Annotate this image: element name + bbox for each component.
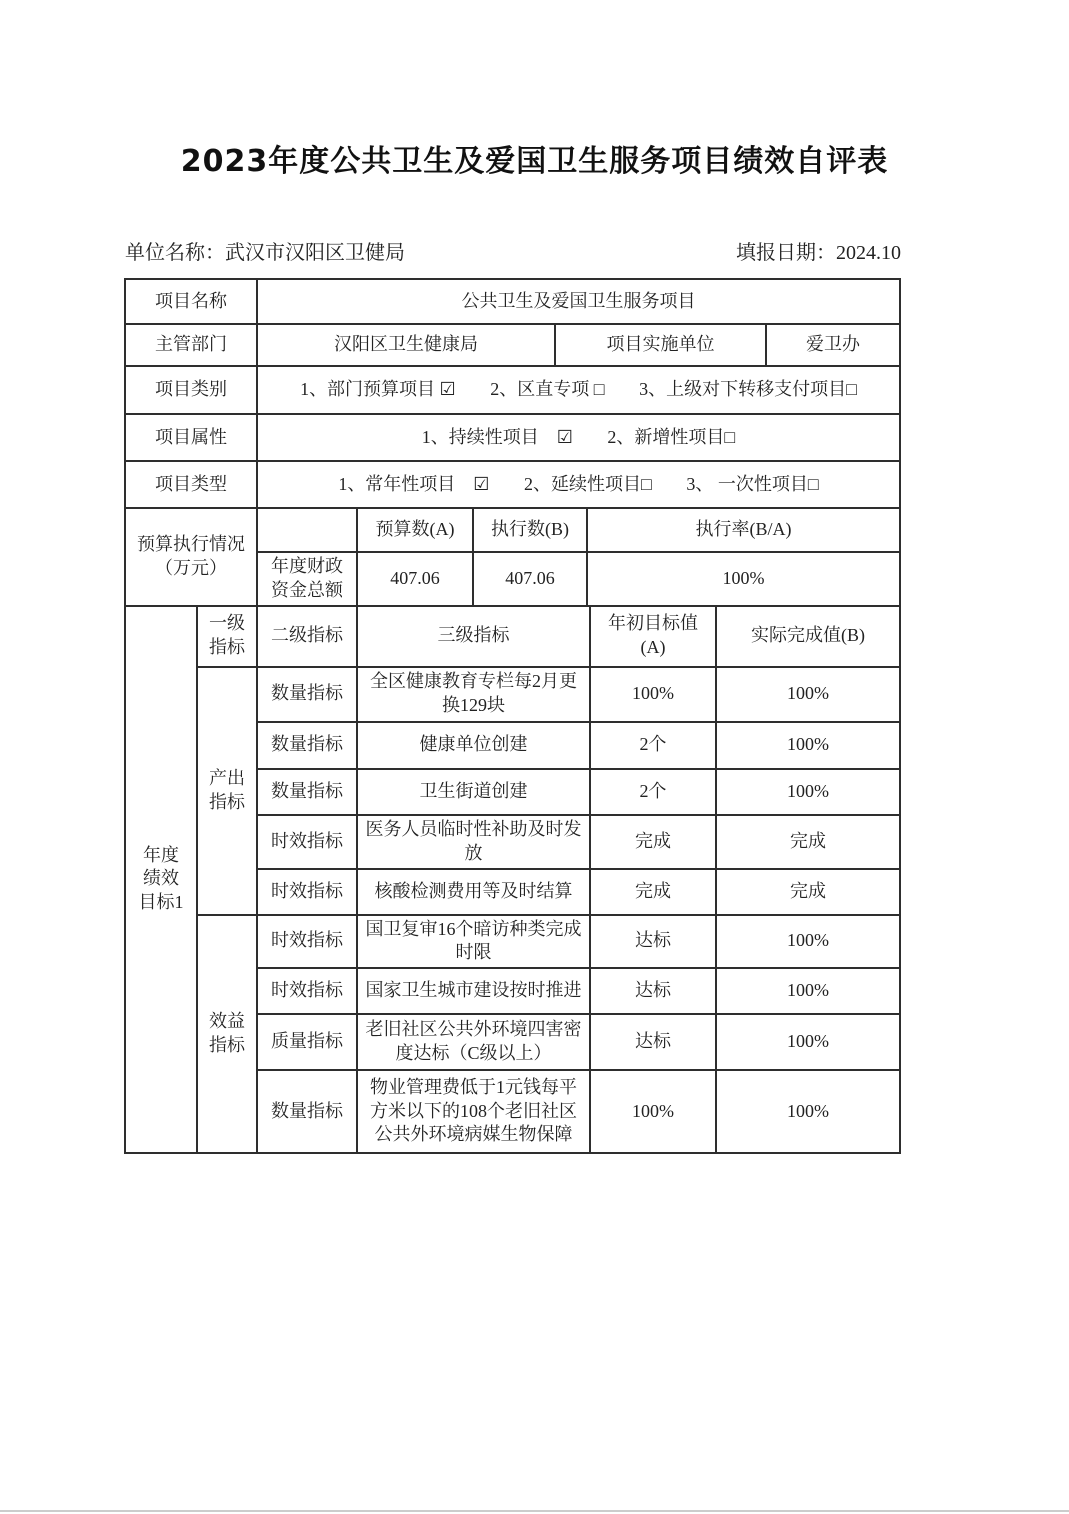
type-option-checkbox-2: 2、延续性项目□ bbox=[523, 473, 652, 494]
row-budget-header bbox=[125, 508, 900, 552]
type-options bbox=[257, 461, 900, 508]
indicator-target: 完成 bbox=[590, 815, 716, 869]
dept-value: 汉阳区卫生健康局 bbox=[257, 324, 555, 366]
indicator-level2: 时效指标 bbox=[257, 915, 357, 969]
type-option-checkbox-3: 3、 一次性项目□ bbox=[686, 473, 819, 494]
target-header-line2: (A) bbox=[640, 637, 666, 657]
attribute-option-checkbox-1: 1、持续性项目 ☑ bbox=[421, 426, 573, 447]
indicator-level2: 质量指标 bbox=[257, 1014, 357, 1070]
indicator-level2: 时效指标 bbox=[257, 968, 357, 1014]
row-type bbox=[125, 461, 900, 508]
indicator-actual: 100% bbox=[716, 722, 900, 769]
indicator-level2: 时效指标 bbox=[257, 815, 357, 869]
row-dept bbox=[125, 324, 900, 366]
indicator-level3: 卫生街道创建 bbox=[357, 769, 590, 815]
budget-rate-value: 100% bbox=[587, 552, 900, 606]
indicator-level3: 老旧社区公共外环境四害密度达标（C级以上） bbox=[357, 1014, 590, 1070]
level2-header: 二级指标 bbox=[257, 607, 357, 667]
indicator-level3: 核酸检测费用等及时结算 bbox=[357, 869, 590, 915]
indicator-level3: 医务人员临时性补助及时发放 bbox=[357, 815, 590, 869]
category-option-checkbox-3: 3、上级对下转移支付项目□ bbox=[639, 379, 857, 400]
output-indicator-group: 产出指标 bbox=[197, 667, 257, 915]
category-label: 项目类别 bbox=[125, 366, 257, 414]
info-line bbox=[125, 236, 901, 265]
category-option-checkbox-2: 2、区直专项 □ bbox=[490, 379, 605, 400]
indicator-actual: 100% bbox=[716, 1070, 900, 1153]
attribute-options bbox=[257, 414, 900, 461]
budget-label-line2: （万元） bbox=[155, 557, 227, 578]
attribute-label: 项目属性 bbox=[125, 414, 257, 461]
dept-label: 主管部门 bbox=[125, 324, 257, 366]
indicator-level3: 国卫复审16个暗访种类完成时限 bbox=[357, 915, 590, 969]
indicator-actual: 100% bbox=[716, 1014, 900, 1070]
impl-unit-label: 项目实施单位 bbox=[555, 324, 766, 366]
indicator-actual: 100% bbox=[716, 915, 900, 969]
category-options bbox=[257, 366, 900, 414]
indicator-target: 完成 bbox=[590, 869, 716, 915]
benefit-indicator-group: 效益指标 bbox=[197, 915, 257, 1154]
annual-goal-cell bbox=[125, 607, 197, 1154]
budget-col-a-header: 预算数(A) bbox=[357, 508, 473, 552]
budget-rate-header: 执行率(B/A) bbox=[587, 508, 900, 552]
indicator-row bbox=[125, 915, 900, 969]
goal-line-1: 年度 bbox=[143, 844, 179, 865]
indicator-level3: 健康单位创建 bbox=[357, 722, 590, 769]
goal-line-3: 目标1 bbox=[138, 892, 184, 913]
indicator-level2: 数量指标 bbox=[257, 769, 357, 815]
indicator-target: 达标 bbox=[590, 1014, 716, 1070]
budget-value-a: 407.06 bbox=[357, 552, 473, 606]
indicator-target: 100% bbox=[590, 1070, 716, 1153]
indicator-level2: 数量指标 bbox=[257, 1070, 357, 1153]
attribute-option-checkbox-2: 2、新增性项目□ bbox=[607, 426, 736, 447]
type-option-checkbox-1: 1、常年性项目 ☑ bbox=[338, 473, 490, 494]
indicator-actual: 100% bbox=[716, 769, 900, 815]
indicator-table bbox=[124, 607, 901, 1155]
indicator-row bbox=[125, 667, 900, 722]
indicator-level2: 数量指标 bbox=[257, 667, 357, 722]
row-project-name bbox=[125, 279, 900, 324]
level1-header: 一级指标 bbox=[197, 607, 257, 667]
indicator-level3: 全区健康教育专栏每2月更换129块 bbox=[357, 667, 590, 722]
actual-header: 实际完成值(B) bbox=[716, 607, 900, 667]
indicator-actual: 完成 bbox=[716, 815, 900, 869]
indicator-level3: 国家卫生城市建设按时推进 bbox=[357, 968, 590, 1014]
budget-row-label: 年度财政资金总额 bbox=[257, 552, 357, 606]
level3-header: 三级指标 bbox=[357, 607, 590, 667]
row-category bbox=[125, 366, 900, 414]
target-header bbox=[590, 607, 716, 667]
indicator-actual: 完成 bbox=[716, 869, 900, 915]
indicator-actual: 100% bbox=[716, 968, 900, 1014]
indicator-level2: 时效指标 bbox=[257, 869, 357, 915]
indicator-header-row bbox=[125, 607, 900, 667]
project-info-table bbox=[124, 278, 901, 607]
project-name-value: 公共卫生及爱国卫生服务项目 bbox=[257, 279, 900, 324]
budget-empty-cell bbox=[257, 508, 357, 552]
impl-unit-value: 爱卫办 bbox=[766, 324, 900, 366]
form-table bbox=[124, 278, 901, 1154]
goal-line-2: 绩效 bbox=[143, 868, 179, 889]
budget-label-line1: 预算执行情况 bbox=[137, 534, 245, 554]
category-option-checkbox-1: 1、部门预算项目 ☑ bbox=[300, 379, 456, 400]
indicator-target: 2个 bbox=[590, 722, 716, 769]
budget-section-label bbox=[125, 508, 257, 606]
indicator-actual: 100% bbox=[716, 667, 900, 722]
indicator-level3: 物业管理费低于1元钱每平方米以下的108个老旧社区公共外环境病媒生物保障 bbox=[357, 1070, 590, 1153]
indicator-target: 2个 bbox=[590, 769, 716, 815]
indicator-target: 100% bbox=[590, 667, 716, 722]
type-label: 项目类型 bbox=[125, 461, 257, 508]
page-bottom-edge bbox=[0, 1510, 1069, 1512]
project-name-label: 项目名称 bbox=[125, 279, 257, 324]
report-date-text: 填报日期：2024.10 bbox=[736, 242, 901, 264]
indicator-level2: 数量指标 bbox=[257, 722, 357, 769]
indicator-target: 达标 bbox=[590, 968, 716, 1014]
unit-name-text: 单位名称：武汉市汉阳区卫健局 bbox=[125, 242, 405, 264]
page-title: 2023年度公共卫生及爱国卫生服务项目绩效自评表 bbox=[180, 144, 889, 179]
row-attribute bbox=[125, 414, 900, 461]
target-header-line1: 年初目标值 bbox=[608, 613, 698, 634]
indicator-target: 达标 bbox=[590, 915, 716, 969]
budget-col-b-header: 执行数(B) bbox=[473, 508, 587, 552]
budget-value-b: 407.06 bbox=[473, 552, 587, 606]
